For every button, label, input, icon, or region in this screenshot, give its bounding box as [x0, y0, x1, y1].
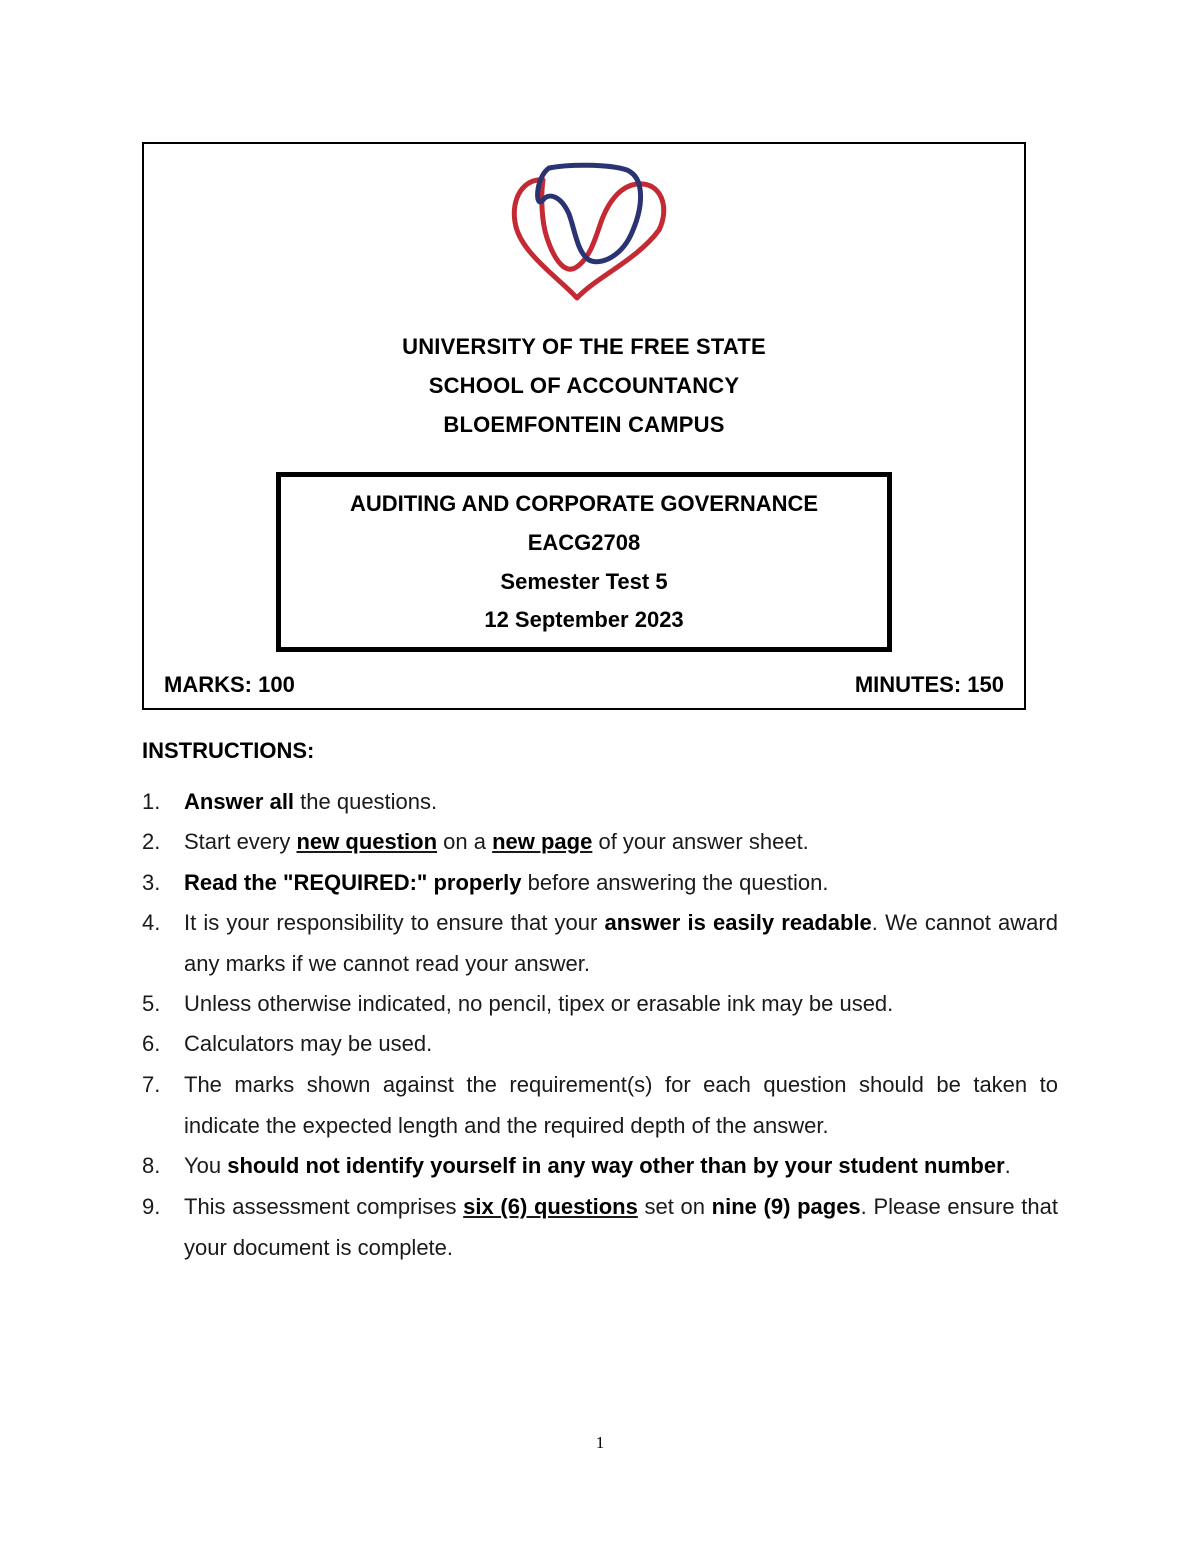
- instruction-item: [142, 1064, 1058, 1146]
- university-logo: [509, 160, 669, 305]
- instructions-heading: INSTRUCTIONS:: [142, 738, 315, 763]
- instruction-number: 7.: [142, 1072, 161, 1097]
- instruction-item: [142, 821, 1058, 862]
- instruction-text: Read the "REQUIRED:" properly before answering the question.: [184, 870, 829, 895]
- instruction-number: 4.: [142, 910, 161, 935]
- instruction-text: You should not identify yourself in any way other than by your student number.: [184, 1153, 1011, 1178]
- instruction-text: Answer all the questions.: [184, 789, 438, 814]
- instruction-text: This assessment comprises six (6) questions set on nine (9) pages. Please ensure that your document is complete.: [184, 1194, 1058, 1260]
- university-name: UNIVERSITY OF THE FREE STATE: [402, 334, 766, 359]
- instruction-number: 9.: [142, 1194, 161, 1219]
- instruction-text: It is your responsibility to ensure that your answer is easily readable. We cannot award any marks if we cannot read your answer.: [184, 910, 1058, 976]
- instruction-number: 1.: [142, 789, 161, 814]
- course-code: EACG2708: [527, 530, 641, 555]
- instruction-number: 2.: [142, 829, 161, 854]
- marks-label: MARKS: 100: [164, 672, 295, 697]
- test-name: Semester Test 5: [500, 569, 668, 594]
- page-number: 1: [595, 1433, 605, 1452]
- instruction-number: 6.: [142, 1031, 161, 1056]
- instruction-number: 3.: [142, 870, 161, 895]
- test-date: 12 September 2023: [484, 607, 684, 632]
- campus-name: BLOEMFONTEIN CAMPUS: [443, 412, 725, 437]
- instruction-item: [142, 1145, 1058, 1186]
- instruction-item: [142, 781, 1058, 822]
- instruction-item: [142, 1186, 1058, 1268]
- instruction-text: The marks shown against the requirement(s) for each question should be taken to indicate the expected length and the required depth of the answer.: [184, 1072, 1058, 1138]
- instruction-item: [142, 1023, 1058, 1064]
- instruction-text: Calculators may be used.: [184, 1031, 433, 1056]
- cover-box: [142, 142, 1026, 710]
- instruction-item: [142, 902, 1058, 984]
- school-name: SCHOOL OF ACCOUNTANCY: [428, 373, 740, 398]
- course-info-box: [276, 472, 892, 652]
- instruction-text: Unless otherwise indicated, no pencil, tipex or erasable ink may be used.: [184, 991, 894, 1016]
- instruction-text: Start every new question on a new page of your answer sheet.: [184, 829, 809, 854]
- instruction-number: 5.: [142, 991, 161, 1016]
- course-title: AUDITING AND CORPORATE GOVERNANCE: [349, 491, 819, 516]
- minutes-label: MINUTES: 150: [854, 672, 1004, 697]
- instruction-item: [142, 983, 1058, 1024]
- instruction-number: 8.: [142, 1153, 161, 1178]
- instruction-item: [142, 862, 1058, 903]
